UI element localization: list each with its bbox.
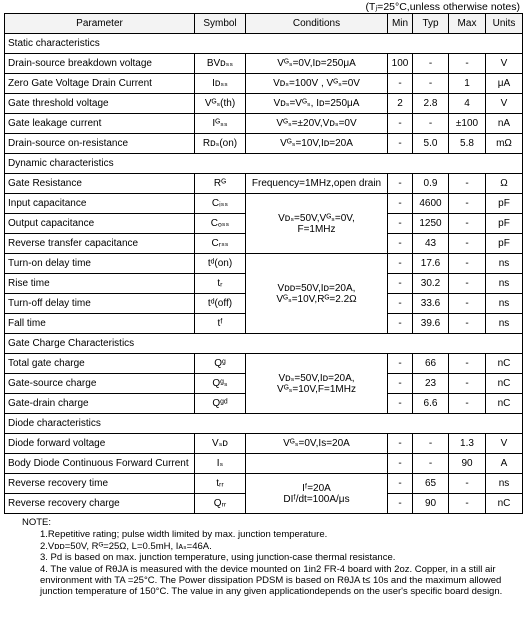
row-parameter: Gate leakage current — [5, 114, 195, 134]
row-max: - — [449, 294, 486, 314]
row-max: ±100 — [449, 114, 486, 134]
row-symbol: Iᴳₛₛ — [195, 114, 246, 134]
row-unit: nC — [486, 374, 523, 394]
row-min: - — [388, 194, 413, 214]
row-min: 100 — [388, 54, 413, 74]
row-max: 1 — [449, 74, 486, 94]
condition-line: Vᴳₛ=10V,Rᴳ=2.2Ω — [276, 293, 357, 305]
row-min: - — [388, 394, 413, 414]
row-max: 4 — [449, 94, 486, 114]
row-parameter: Gate Resistance — [5, 174, 195, 194]
row-unit: pF — [486, 214, 523, 234]
header-max: Max — [449, 14, 486, 34]
row-parameter: Drain-source on-resistance — [5, 134, 195, 154]
row-parameter: Diode forward voltage — [5, 434, 195, 454]
row-min: 2 — [388, 94, 413, 114]
row-symbol: Rᴳ — [195, 174, 246, 194]
section-title: Dynamic characteristics — [5, 154, 523, 174]
row-typ: 17.6 — [413, 254, 449, 274]
row-min: - — [388, 254, 413, 274]
condition-line: Vᴅₛ=50V,Vᴳₛ=0V, — [278, 212, 355, 224]
row-unit: ns — [486, 274, 523, 294]
row-parameter: Gate-drain charge — [5, 394, 195, 414]
section-title: Gate Charge Characteristics — [5, 334, 523, 354]
row-max: - — [449, 234, 486, 254]
row-max: - — [449, 194, 486, 214]
row-unit: ns — [486, 294, 523, 314]
row-min: - — [388, 434, 413, 454]
row-typ: 5.0 — [413, 134, 449, 154]
row-parameter: Turn-on delay time — [5, 254, 195, 274]
row-unit: nC — [486, 494, 523, 514]
row-symbol: Qᵍ — [195, 354, 246, 374]
row-symbol: BVᴅₛₛ — [195, 54, 246, 74]
row-unit: nC — [486, 394, 523, 414]
row-typ: - — [413, 114, 449, 134]
row-parameter: Fall time — [5, 314, 195, 334]
row-parameter: Input capacitance — [5, 194, 195, 214]
row-conditions: Frequency=1MHz,open drain — [246, 174, 388, 194]
row-typ: - — [413, 434, 449, 454]
row-min: - — [388, 494, 413, 514]
condition-line: Iᶠ=20A — [302, 482, 331, 494]
row-symbol: tᵈ(on) — [195, 254, 246, 274]
row-symbol: Qᵣᵣ — [195, 494, 246, 514]
row-conditions: Vᴅₛ=100V , Vᴳₛ=0V — [246, 74, 388, 94]
row-parameter: Reverse recovery time — [5, 474, 195, 494]
row-unit: ns — [486, 474, 523, 494]
row-typ: 30.2 — [413, 274, 449, 294]
electrical-characteristics-table — [4, 13, 523, 514]
recovery-conditions — [246, 474, 388, 514]
row-max: - — [449, 374, 486, 394]
row-unit: V — [486, 94, 523, 114]
row-min: - — [388, 474, 413, 494]
note-item: 2.Vᴅᴅ=50V, Rᴳ=25Ω, L=0.5mH, Iᴀₛ=46A. — [40, 540, 212, 552]
row-symbol: Vₛᴅ — [195, 434, 246, 454]
row-conditions: Vᴅₛ=Vᴳₛ, Iᴅ=250μA — [246, 94, 388, 114]
row-symbol: tᵣᵣ — [195, 474, 246, 494]
row-typ: 4600 — [413, 194, 449, 214]
row-max: 5.8 — [449, 134, 486, 154]
row-unit: V — [486, 434, 523, 454]
row-unit: mΩ — [486, 134, 523, 154]
section-dynamic — [5, 154, 523, 174]
row-unit: A — [486, 454, 523, 474]
row-min: - — [388, 174, 413, 194]
row-parameter: Drain-source breakdown voltage — [5, 54, 195, 74]
row-unit: V — [486, 54, 523, 74]
condition-line: DIᶠ/dt=100A/μs — [283, 493, 350, 505]
row-typ: 2.8 — [413, 94, 449, 114]
section-title: Static characteristics — [5, 34, 523, 54]
table-row — [5, 434, 523, 454]
table-header-row — [5, 14, 523, 34]
row-conditions: Vᴳₛ=0V,Is=20A — [246, 434, 388, 454]
section-gate-charge — [5, 334, 523, 354]
row-symbol: Vᴳₛ(th) — [195, 94, 246, 114]
row-max: - — [449, 394, 486, 414]
row-parameter: Gate threshold voltage — [5, 94, 195, 114]
row-min: - — [388, 274, 413, 294]
row-typ: 6.6 — [413, 394, 449, 414]
table-row — [5, 454, 523, 474]
row-unit: ns — [486, 314, 523, 334]
row-max: - — [449, 354, 486, 374]
note-item: 1.Repetitive rating; pulse width limited by max. junction temperature. — [40, 529, 328, 541]
table-row — [5, 74, 523, 94]
row-parameter: Total gate charge — [5, 354, 195, 374]
header-symbol: Symbol — [195, 14, 246, 34]
row-parameter: Gate-source charge — [5, 374, 195, 394]
section-diode — [5, 414, 523, 434]
row-symbol: Cₒₛₛ — [195, 214, 246, 234]
row-min: - — [388, 454, 413, 474]
note-item: 3. Pd is based on max. junction temperature, using junction-case thermal resistance. — [40, 552, 396, 564]
capacitance-conditions — [246, 194, 388, 254]
row-unit: Ω — [486, 174, 523, 194]
row-max: - — [449, 274, 486, 294]
row-typ: 33.6 — [413, 294, 449, 314]
row-symbol: Cᵣₛₛ — [195, 234, 246, 254]
row-max: - — [449, 174, 486, 194]
table-row — [5, 194, 523, 214]
row-min: - — [388, 374, 413, 394]
row-min: - — [388, 354, 413, 374]
row-conditions: Vᴳₛ=±20V,Vᴅₛ=0V — [246, 114, 388, 134]
condition-line: F=1MHz — [297, 223, 336, 235]
header-conditions: Conditions — [246, 14, 388, 34]
row-unit: nA — [486, 114, 523, 134]
row-typ: 0.9 — [413, 174, 449, 194]
row-typ: 43 — [413, 234, 449, 254]
row-min: - — [388, 134, 413, 154]
row-symbol: tᶠ — [195, 314, 246, 334]
row-typ: 66 — [413, 354, 449, 374]
row-min: - — [388, 294, 413, 314]
row-unit: pF — [486, 234, 523, 254]
header-min: Min — [388, 14, 413, 34]
row-parameter: Output capacitance — [5, 214, 195, 234]
row-parameter: Reverse transfer capacitance — [5, 234, 195, 254]
section-static — [5, 34, 523, 54]
row-min: - — [388, 314, 413, 334]
row-min: - — [388, 234, 413, 254]
table-row — [5, 254, 523, 274]
condition-line: Vᴅᴅ=50V,Iᴅ=20A, — [277, 282, 356, 294]
row-typ: 1250 — [413, 214, 449, 234]
row-parameter: Turn-off delay time — [5, 294, 195, 314]
table-row — [5, 354, 523, 374]
table-row — [5, 114, 523, 134]
notes-title: NOTE: — [22, 517, 52, 528]
table-row — [5, 134, 523, 154]
row-parameter: Reverse recovery charge — [5, 494, 195, 514]
row-parameter: Body Diode Continuous Forward Current — [5, 454, 195, 474]
row-typ: 39.6 — [413, 314, 449, 334]
row-min: - — [388, 74, 413, 94]
condition-line: Vᴳₛ=10V,F=1MHz — [277, 383, 356, 395]
row-conditions: Vᴳₛ=10V,Iᴅ=20A — [246, 134, 388, 154]
row-unit: pF — [486, 194, 523, 214]
table-row — [5, 474, 523, 494]
row-max: - — [449, 214, 486, 234]
row-typ: - — [413, 54, 449, 74]
row-symbol: tᵈ(off) — [195, 294, 246, 314]
row-conditions: Vᴳₛ=0V,Iᴅ=250μA — [246, 54, 388, 74]
notes-block — [22, 517, 520, 598]
row-symbol: Iᴅₛₛ — [195, 74, 246, 94]
row-typ: - — [413, 74, 449, 94]
row-max: - — [449, 494, 486, 514]
row-symbol: Rᴅₛ(on) — [195, 134, 246, 154]
section-title: Diode characteristics — [5, 414, 523, 434]
row-typ: 23 — [413, 374, 449, 394]
row-max: 1.3 — [449, 434, 486, 454]
row-symbol: Cᵢₛₛ — [195, 194, 246, 214]
row-conditions — [246, 454, 388, 474]
gate-charge-conditions — [246, 354, 388, 414]
table-row — [5, 54, 523, 74]
row-symbol: Qᵍᵈ — [195, 394, 246, 414]
header-units: Units — [486, 14, 523, 34]
test-condition-note: (Tⱼ=25°C,unless otherwise notes) — [365, 1, 520, 13]
row-typ: - — [413, 454, 449, 474]
row-min: - — [388, 114, 413, 134]
header-typ: Typ — [413, 14, 449, 34]
row-parameter: Rise time — [5, 274, 195, 294]
row-max: 90 — [449, 454, 486, 474]
table-row — [5, 174, 523, 194]
table-row — [5, 94, 523, 114]
row-symbol: Iₛ — [195, 454, 246, 474]
row-symbol: Qᵍₛ — [195, 374, 246, 394]
row-max: - — [449, 474, 486, 494]
row-symbol: tᵣ — [195, 274, 246, 294]
row-unit: nC — [486, 354, 523, 374]
row-typ: 90 — [413, 494, 449, 514]
switching-conditions — [246, 254, 388, 334]
row-unit: μA — [486, 74, 523, 94]
row-unit: ns — [486, 254, 523, 274]
condition-line: Vᴅₛ=50V,Iᴅ=20A, — [278, 372, 355, 384]
row-max: - — [449, 54, 486, 74]
row-max: - — [449, 254, 486, 274]
note-item: 4. The value of RθJA is measured with the device mounted on 1in2 FR-4 board with 2oz. Copper, in a still air environment with TA =25°C. The Power dissipation PDSM is based on RθJA t≤ 10s and the maximum allowed junction temperature of 150°C. The value in any given applicationdepends on the user's specific board design. — [40, 563, 503, 598]
row-parameter: Zero Gate Voltage Drain Current — [5, 74, 195, 94]
row-typ: 65 — [413, 474, 449, 494]
header-parameter: Parameter — [5, 14, 195, 34]
row-max: - — [449, 314, 486, 334]
row-min: - — [388, 214, 413, 234]
